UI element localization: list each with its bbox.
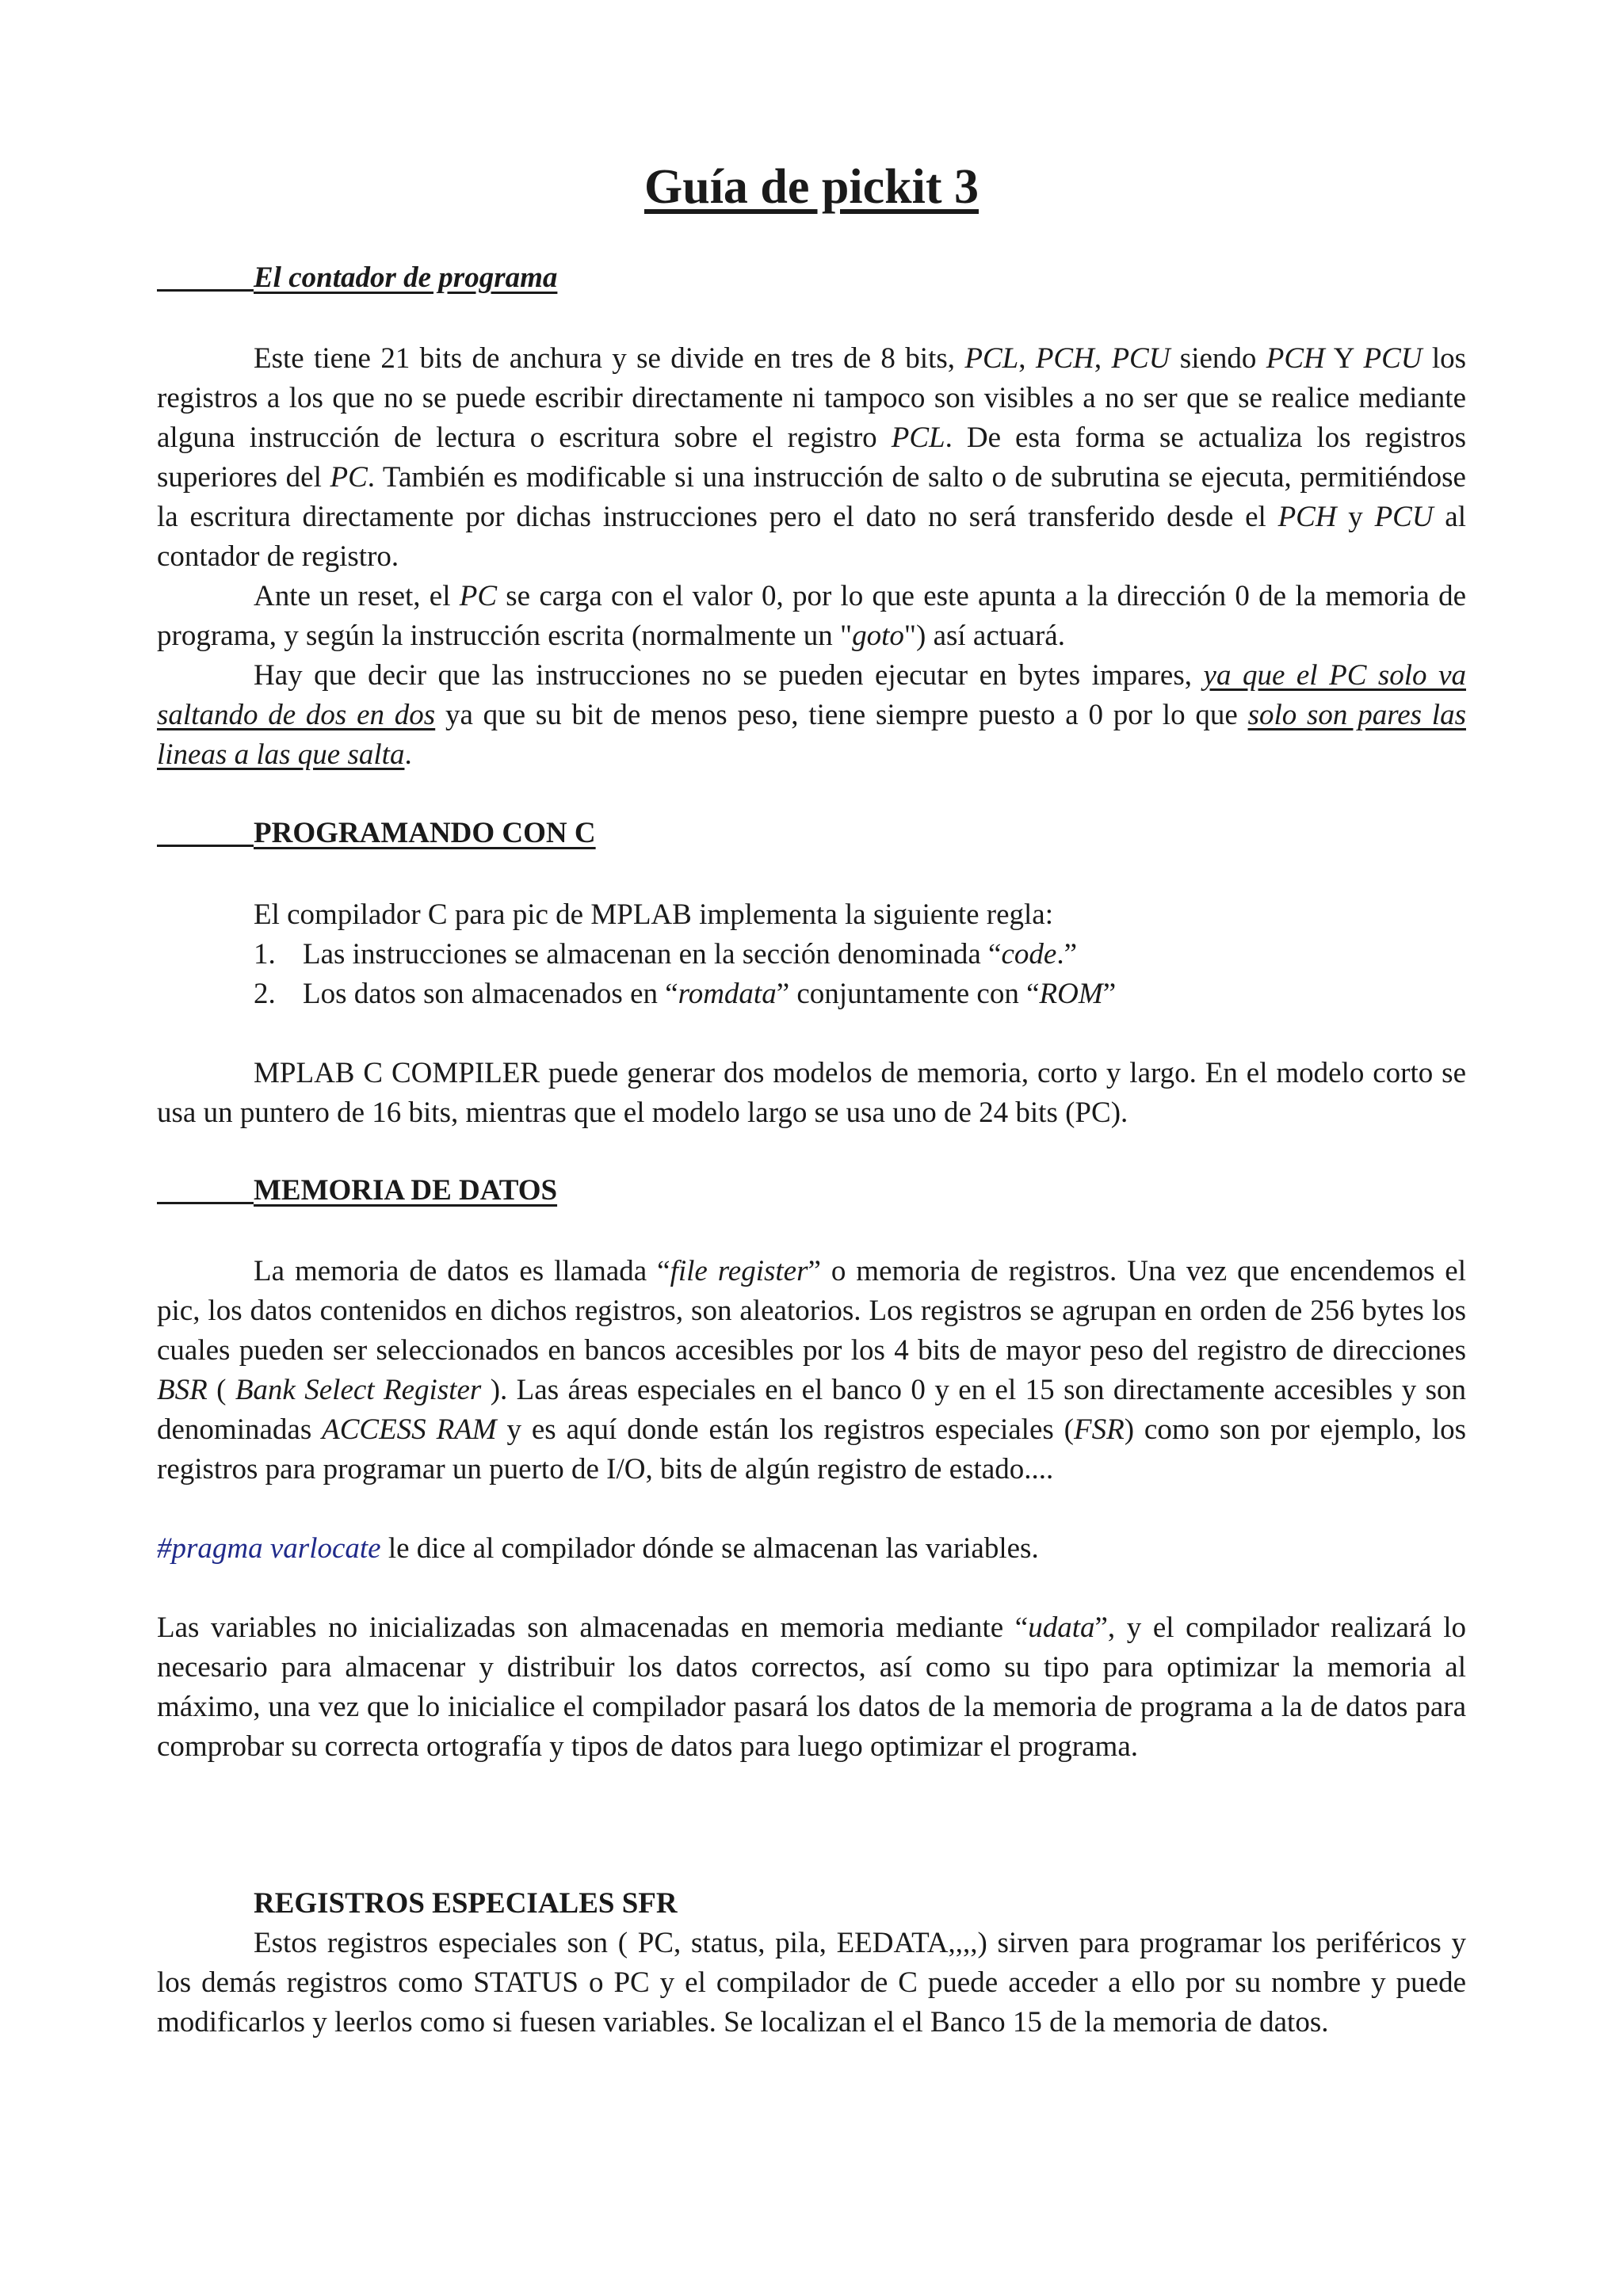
- heading-underline-lead: [157, 257, 254, 292]
- paragraph: Este tiene 21 bits de anchura y se divide en tres de 8 bits, PCL, PCH, PCU siendo PCH Y PCU los registros a los que no se puede escribir directamente ni tampoco son visibles a no ser que se realice mediante alguna instrucción de lectura o escritura sobre el registro PCL. De esta forma se actualiza los registros superiores del PC. También es modificable si una instrucción de salto o de subrutina se ejecuta, permitiéndose la escritura directamente por dichas instrucciones pero el dato no será transferido desde el PCH y PCU al contador de registro.: [157, 342, 1467, 573]
- paragraph: Hay que decir que las instrucciones no se pueden ejecutar en bytes impares, ya que el PC solo va saltando de dos en dos ya que su bit de menos peso, tiene siempre puesto a 0 por lo que solo son pares las lineas a las que salta.: [157, 659, 1466, 771]
- section-programming-c-body: [157, 895, 1466, 1133]
- paragraph: El compilador C para pic de MPLAB implementa la siguiente regla:: [254, 898, 1054, 931]
- list-item: 1. Las instrucciones se almacenan en la sección denominada “code.”: [254, 938, 1078, 971]
- paragraph: La memoria de datos es llamada “file register” o memoria de registros. Una vez que encendemos el pic, los datos contenidos en dichos registros, son aleatorios. Los registros se agrupan en orden de 256 bytes los cuales pueden ser seleccionados en bancos accesibles por los 4 bits de mayor peso del registro de direcciones BSR ( Bank Select Register ). Las áreas especiales en el banco 0 y en el 15 son directamente accesibles y son denominadas ACCESS RAM y es aquí donde están los registros especiales (FSR) como son por ejemplo, los registros para programar un puerto de I/O, bits de algún registro de estado....: [157, 1255, 1466, 1486]
- paragraph: Ante un reset, el PC se carga con el valor 0, por lo que este apunta a la dirección 0 de la memoria de programa, y según la instrucción escrita (normalmente un "goto") así actuará.: [157, 580, 1466, 652]
- rules-list: [157, 935, 1466, 1014]
- section-sfr-body: [157, 1924, 1466, 2042]
- section-heading-sfr: REGISTROS ESPECIALES SFR: [254, 1887, 678, 1920]
- page-title: Guía de pickit 3: [643, 160, 979, 214]
- paragraph: Las variables no inicializadas son almacenadas en memoria mediante “udata”, y el compilador realizará lo necesario para almacenar y distribuir los datos correctos, así como su tipo para optimizar la memoria al máximo, una vez que lo inicialice el compilador pasará los datos de la memoria de programa a la de datos para comprobar su correcta ortografía y tipos de datos para luego optimizar el programa.: [157, 1611, 1466, 1763]
- paragraph: MPLAB C COMPILER puede generar dos modelos de memoria, corto y largo. En el modelo corto se usa un puntero de 16 bits, mientras que el modelo largo se usa uno de 24 bits (PC).: [157, 1057, 1466, 1129]
- section-program-counter-body: [157, 339, 1466, 775]
- paragraph: Estos registros especiales son ( PC, status, pila, EEDATA,,,,) sirven para programar los periféricos y los demás registros como STATUS o PC y el compilador de C puede acceder a ello por su nombre y puede modificarlos y leerlos como si fuesen variables. Se localizan el el Banco 15 de la memoria de datos.: [157, 1927, 1466, 2039]
- list-item: 2. Los datos son almacenados en “romdata” conjuntamente con “ROM”: [254, 978, 1117, 1010]
- paragraph: #pragma varlocate le dice al compilador dónde se almacenan las variables.: [157, 1532, 1039, 1565]
- section-data-memory-body: [157, 1252, 1466, 1767]
- section-heading-data-memory: MEMORIA DE DATOS: [157, 1170, 1466, 1211]
- section-heading-program-counter: El contador de programa: [157, 257, 1466, 298]
- pragma-directive: #pragma varlocate: [157, 1532, 381, 1565]
- heading-underline-lead: [157, 813, 254, 847]
- heading-underline-lead: [157, 1170, 254, 1204]
- section-heading-programming-c: PROGRAMANDO CON C: [157, 813, 1466, 853]
